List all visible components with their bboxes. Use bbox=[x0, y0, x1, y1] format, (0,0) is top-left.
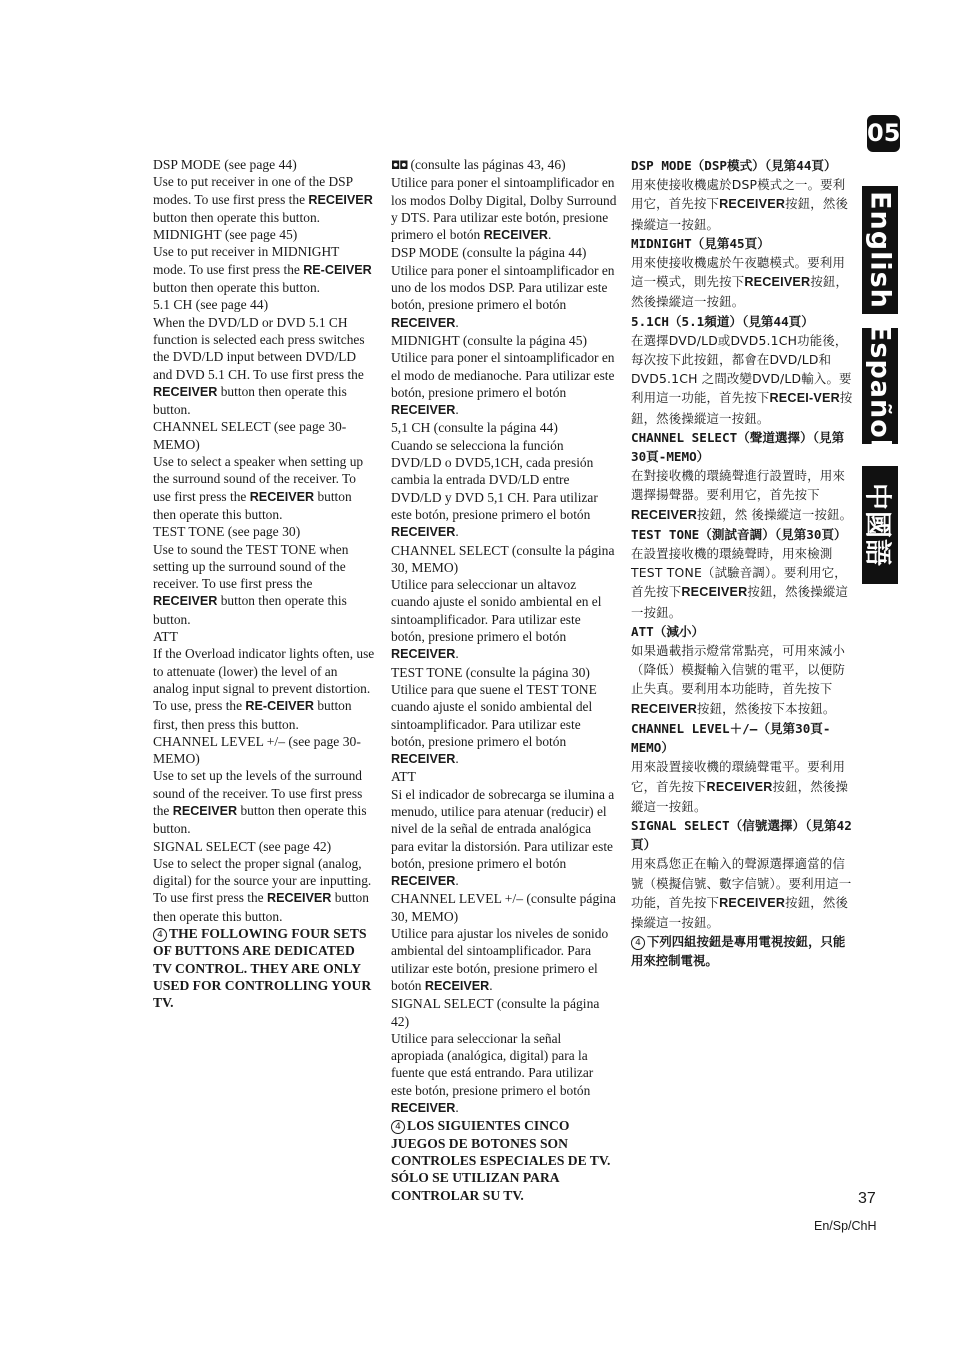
body-text: 按鈕，然後操縱這一按鈕。 bbox=[631, 274, 849, 310]
receiver-button-ref: RECEIVER bbox=[391, 315, 456, 330]
body-text: . bbox=[455, 314, 459, 330]
body-text: . bbox=[455, 524, 459, 540]
entry-body bbox=[631, 757, 855, 816]
note-number-icon: 4 bbox=[153, 928, 167, 942]
spanish-column bbox=[391, 156, 617, 1204]
entry-heading: CHANNEL LEVEL +/– (consulte página 30, MEMO) bbox=[391, 891, 616, 924]
entry-dsp-mode bbox=[391, 244, 617, 331]
entry-body bbox=[391, 262, 617, 332]
entry-signal-select bbox=[631, 816, 855, 932]
entry-5-1-ch bbox=[391, 419, 617, 541]
entry-body bbox=[153, 173, 375, 226]
entry-signal-select bbox=[391, 995, 617, 1117]
entry-heading: CHANNEL SELECT (consulte la página 30, MEMO) bbox=[391, 542, 615, 575]
body-text: button then operate this button. bbox=[153, 890, 369, 924]
receiver-button-ref: RECEIVER bbox=[391, 1101, 456, 1116]
entry-heading: DSP MODE (see page 44) bbox=[153, 157, 297, 172]
body-text: Cuando se selecciona la función DVD/LD o DVD5,1CH, cada presión cambia la entrada DVD/LD entre DVD/LD y DVD 5,1 CH. Para utilizar este botón, presione primero el botón bbox=[391, 437, 598, 522]
note-number-icon: 4 bbox=[631, 936, 645, 950]
entry-heading: ATT bbox=[153, 629, 178, 645]
entry-heading: ATT bbox=[391, 769, 416, 785]
body-text: 按鈕，然後操縱這一按鈕。 bbox=[631, 778, 849, 814]
body-text: Utilice para seleccionar la señal apropiada (analógica, digital) para la fuente que está entrando. Para utilizar este botón, presione primero el botón bbox=[391, 1030, 594, 1098]
entry-heading: ATT（減小） bbox=[631, 623, 705, 639]
entry-heading: TEST TONE (see page 30) bbox=[153, 524, 301, 540]
entry-body bbox=[153, 453, 375, 523]
receiver-button-ref: RECEIVER bbox=[153, 594, 218, 609]
body-text: Si el indicador de sobrecarga se ilumina a menudo, utilice para atenuar (reducir) el nivel de la señal de entrada analógica para evitar la distorsión. Para utilizar este botón, presione primero el botón bbox=[391, 786, 615, 871]
entry-body bbox=[631, 466, 855, 525]
entry-body bbox=[631, 175, 855, 234]
entry-body bbox=[391, 437, 617, 542]
entry-body bbox=[153, 541, 375, 628]
body-text: Use to put receiver in MIDNIGHT mode. To use first press the bbox=[153, 244, 340, 277]
entry-att bbox=[631, 622, 855, 719]
entry-body bbox=[153, 243, 375, 296]
entry-dsp-mode bbox=[631, 156, 855, 234]
body-text: 用來爲您正在輸入的聲源選擇適當的信號（模擬信號、數字信號）。要利用這一功能，首先按下 bbox=[631, 856, 852, 910]
language-tab-english bbox=[862, 186, 898, 314]
body-text: Utilice para que suene el TEST TONE cuando ajuste el sonido ambiental del sintoamplificador. Para utilizar este botón, presione primero el botón bbox=[391, 681, 597, 749]
entry-channel-select bbox=[391, 542, 617, 664]
entry-dolby-dts bbox=[391, 156, 617, 244]
tv-control-note bbox=[153, 925, 375, 1011]
entry-test-tone bbox=[391, 664, 617, 769]
receiver-button-ref: RECEIVER bbox=[424, 978, 490, 993]
note-text: LOS SIGUIENTES CINCO JUEGOS DE BOTONES SON CONTROLES ESPECIALES DE TV. SÓLO SE UTILIZAN PARA CONTROLAR SU TV. bbox=[391, 1118, 611, 1203]
entry-channel-level bbox=[391, 890, 617, 995]
body-text: 按鈕，然後操縱這一按鈕。 bbox=[631, 390, 853, 426]
entry-att bbox=[153, 628, 375, 733]
entry-heading: CHANNEL LEVEL＋/–（見第30頁-MEMO） bbox=[631, 720, 831, 756]
body-text: . bbox=[455, 873, 459, 889]
entry-body bbox=[631, 331, 855, 428]
receiver-button-ref: RECEIVER bbox=[391, 752, 456, 767]
receiver-button-ref: RECEIVER bbox=[631, 701, 697, 716]
receiver-button-ref: RECEIVER bbox=[719, 197, 786, 212]
entry-heading: DSP MODE（DSP模式）（見第44頁） bbox=[631, 158, 837, 173]
entry-dsp-mode bbox=[153, 156, 375, 226]
body-text: 按鈕，然後按下本按鈕。 bbox=[696, 700, 836, 716]
entry-body bbox=[391, 786, 617, 891]
body-text: Use to select the proper signal (analog, digital) for the source your are inputting. To use first press the bbox=[153, 855, 372, 906]
entry-midnight bbox=[153, 226, 375, 296]
body-text: . bbox=[455, 646, 459, 662]
entry-test-tone bbox=[153, 523, 375, 628]
entry-heading: 5.1CH（5.1頻道）（見第44頁） bbox=[631, 313, 814, 329]
entry-body bbox=[391, 925, 617, 995]
page-number: 37 bbox=[858, 1190, 876, 1207]
language-tab-label: Español bbox=[864, 322, 896, 450]
note-text: 下列四組按鈕是專用電視按鈕，只能用來控制電視。 bbox=[631, 934, 846, 969]
chinese-column bbox=[631, 156, 855, 971]
entry-channel-select bbox=[153, 418, 375, 523]
receiver-button-ref: RECEI-VER bbox=[769, 391, 840, 406]
receiver-button-ref: RECEIVER bbox=[483, 228, 548, 243]
entry-heading: SIGNAL SELECT (consulte la página 42) bbox=[391, 996, 600, 1029]
body-text: button then operate this button. bbox=[153, 383, 347, 418]
body-text: 按鈕，然後操縱這一按鈕。 bbox=[631, 196, 849, 232]
entry-heading: SIGNAL SELECT（信號選擇）（見第42頁） bbox=[631, 817, 852, 853]
receiver-button-ref: RECEIVER bbox=[266, 891, 332, 906]
receiver-button-ref: RECEIVER bbox=[153, 384, 218, 399]
entry-body bbox=[391, 349, 617, 419]
receiver-button-ref: RECEIVER bbox=[172, 803, 238, 818]
body-text: button then operate this button. bbox=[153, 593, 347, 627]
entry-att bbox=[391, 768, 617, 890]
entry-5-1-ch bbox=[631, 312, 855, 428]
body-text: 按鈕，然後操縱這一按鈕。 bbox=[631, 894, 849, 930]
entry-heading: TEST TONE（測試音調）（見第30頁） bbox=[631, 526, 847, 542]
heading-text: (consulte las páginas 43, 46) bbox=[410, 157, 566, 172]
entry-body bbox=[631, 544, 855, 622]
entry-heading bbox=[391, 156, 617, 174]
tv-control-note bbox=[631, 932, 855, 970]
body-text: Use to set up the levels of the surround sound of the receiver. To use first press the bbox=[153, 768, 363, 818]
entry-signal-select bbox=[153, 838, 375, 925]
body-text: When the DVD/LD or DVD 5.1 CH function is selected each press switches the DVD/LD input between DVD/LD and DVD 5.1 CH. To use first press the bbox=[153, 314, 365, 382]
language-tab-label: English bbox=[864, 191, 896, 309]
tv-control-note bbox=[391, 1117, 617, 1203]
entry-midnight bbox=[631, 234, 855, 312]
body-text: Use to select a speaker when setting up the surround sound of the receiver. To use first press the bbox=[153, 454, 364, 504]
entry-heading: SIGNAL SELECT (see page 42) bbox=[153, 838, 332, 854]
entry-5-1-ch bbox=[153, 296, 375, 418]
entry-channel-select bbox=[631, 428, 855, 525]
entry-body bbox=[631, 641, 855, 719]
body-text: button then operate this button. bbox=[153, 209, 320, 225]
entry-heading: 5.1 CH (see page 44) bbox=[153, 297, 269, 313]
body-text: button first, then press this button. bbox=[153, 698, 352, 732]
language-tab-label: 中國語 bbox=[861, 483, 893, 567]
receiver-button-ref: RECEIVER bbox=[249, 489, 315, 504]
entry-heading: TEST TONE (consulte la página 30) bbox=[391, 664, 590, 680]
entry-heading: CHANNEL LEVEL +/– (see page 30-MEMO) bbox=[153, 733, 361, 767]
receiver-button-ref: RECEIVER bbox=[681, 585, 748, 600]
body-text: 按鈕，然後操縱這一按鈕。 bbox=[631, 584, 849, 620]
body-text: 用來使接收機處於午夜聽模式。要利用這一模式，則先按下 bbox=[631, 255, 846, 290]
entry-heading: MIDNIGHT (consulte la página 45) bbox=[391, 332, 588, 348]
entry-body bbox=[153, 767, 375, 837]
entry-heading: 5,1 CH (consulte la página 44) bbox=[391, 420, 558, 436]
entry-heading: MIDNIGHT (see page 45) bbox=[153, 227, 298, 243]
body-text: Utilice para poner el sintoamplificador en uno de los modos DSP. Para utilizar este botón, presione primero el botón bbox=[391, 262, 615, 313]
body-text: . bbox=[455, 751, 459, 767]
entry-body bbox=[631, 854, 855, 932]
entry-channel-level bbox=[631, 719, 855, 816]
receiver-button-ref: RECEIVER bbox=[391, 525, 456, 540]
entry-body bbox=[153, 314, 375, 419]
entry-body bbox=[391, 681, 617, 768]
body-text: button then operate this button. bbox=[153, 280, 320, 296]
body-text: . bbox=[455, 402, 459, 418]
entry-heading: DSP MODE (consulte la página 44) bbox=[391, 245, 587, 261]
receiver-button-ref: RECEIVER bbox=[706, 779, 773, 794]
receiver-button-ref: RECEIVER bbox=[391, 874, 456, 889]
english-column bbox=[153, 156, 375, 1012]
language-tab-spanish bbox=[862, 322, 898, 450]
entry-midnight bbox=[391, 332, 617, 419]
body-text: 在選擇DVD/LD或DVD5.1CH功能後，每次按下此按鈕，都會在DVD/LD和DVD5.1CH 之間改變DVD/LD輸入。要利用這一功能，首先按下 bbox=[631, 332, 852, 406]
body-text: . bbox=[548, 227, 552, 243]
body-text: Utilice para poner el sintoamplificador en el modo de medianoche. Para utilizar este botón, presione primero el botón bbox=[391, 350, 615, 400]
body-text: 在對接收機的環繞聲進行設置時，用來選擇揚聲器。要利用它，首先按下 bbox=[631, 468, 846, 503]
entry-body bbox=[391, 1030, 617, 1117]
entry-body bbox=[631, 253, 855, 312]
body-text: 用來使接收機處於DSP模式之一。要利用它，首先按下 bbox=[631, 177, 846, 212]
entry-heading: CHANNEL SELECT (see page 30-MEMO) bbox=[153, 419, 347, 452]
receiver-button-ref: RECEIVER bbox=[744, 275, 811, 290]
page-language-codes: En/Sp/ChH bbox=[814, 1219, 877, 1233]
body-text: Use to sound the TEST TONE when setting up the surround sound of the receiver. To use first press the bbox=[153, 541, 349, 592]
receiver-button-ref: RE-CEIVER bbox=[303, 262, 372, 277]
note-text: THE FOLLOWING FOUR SETS OF BUTTONS ARE DEDICATED TV CONTROL. THEY ARE ONLY USED FOR CONTROLLING YOUR TV. bbox=[153, 926, 372, 1011]
body-text: Use to put receiver in one of the DSP modes. To use first press the bbox=[153, 174, 353, 207]
body-text: 用來設置接收機的環繞聲電平。要利用它，首先按下 bbox=[631, 759, 846, 794]
body-text: button then operate this button. bbox=[153, 802, 367, 837]
body-text: 按鈕，然 後操縱這一按鈕。 bbox=[696, 506, 853, 522]
entry-heading: CHANNEL SELECT（聲道選擇）（見第30頁-MEMO） bbox=[631, 429, 845, 465]
entry-body bbox=[391, 576, 617, 663]
entry-body bbox=[153, 855, 375, 925]
entry-body bbox=[153, 645, 375, 732]
note-number-icon: 4 bbox=[391, 1120, 405, 1134]
chapter-badge: 05 bbox=[867, 115, 900, 152]
entry-heading: MIDNIGHT（見第45頁） bbox=[631, 235, 770, 251]
receiver-button-ref: RECEIVER bbox=[391, 403, 456, 418]
body-text: Utilice para seleccionar un altavoz cuando ajuste el sonido ambiental en el sintoamplificador. Para utilizar este botón, presione primero el botón bbox=[391, 577, 602, 645]
language-tab-chinese bbox=[862, 466, 898, 584]
entry-test-tone bbox=[631, 525, 855, 622]
body-text: . bbox=[489, 977, 493, 993]
body-text: If the Overload indicator lights often, use to attenuate (lower) the level of an analog input signal to prevent distortion. To use, press the bbox=[153, 646, 375, 714]
receiver-button-ref: RECEIVER bbox=[308, 192, 373, 207]
body-text: Utilice para ajustar los niveles de sonido ambiental del sintoamplificador. Para utilizar este botón, presione primero el botón bbox=[391, 926, 609, 993]
entry-channel-level bbox=[153, 733, 375, 838]
body-text: 如果過載指示燈常常點亮，可用來減小（降低）模擬輸入信號的電平，以便防止失真。要利用本功能時，首先按下 bbox=[631, 643, 846, 697]
body-text: . bbox=[455, 1100, 459, 1116]
body-text: button then operate this button. bbox=[153, 488, 352, 522]
receiver-button-ref: RE-CEIVER bbox=[245, 699, 314, 714]
receiver-button-ref: RECEIVER bbox=[391, 647, 456, 662]
body-text: Utilice para poner el sintoamplificador en los modos Dolby Digital, Dolby Surround y DTS. Para utilizar este botón, presione primero el botón bbox=[391, 175, 617, 243]
dolby-logo-icon: ◘◘ bbox=[391, 159, 408, 172]
body-text: 在設置接收機的環繞聲時，用來檢測TEST TONE（試驗音調）。要利用它，首先按下 bbox=[631, 546, 847, 600]
receiver-button-ref: RECEIVER bbox=[631, 507, 697, 522]
entry-body bbox=[391, 174, 617, 244]
receiver-button-ref: RECEIVER bbox=[719, 895, 786, 910]
